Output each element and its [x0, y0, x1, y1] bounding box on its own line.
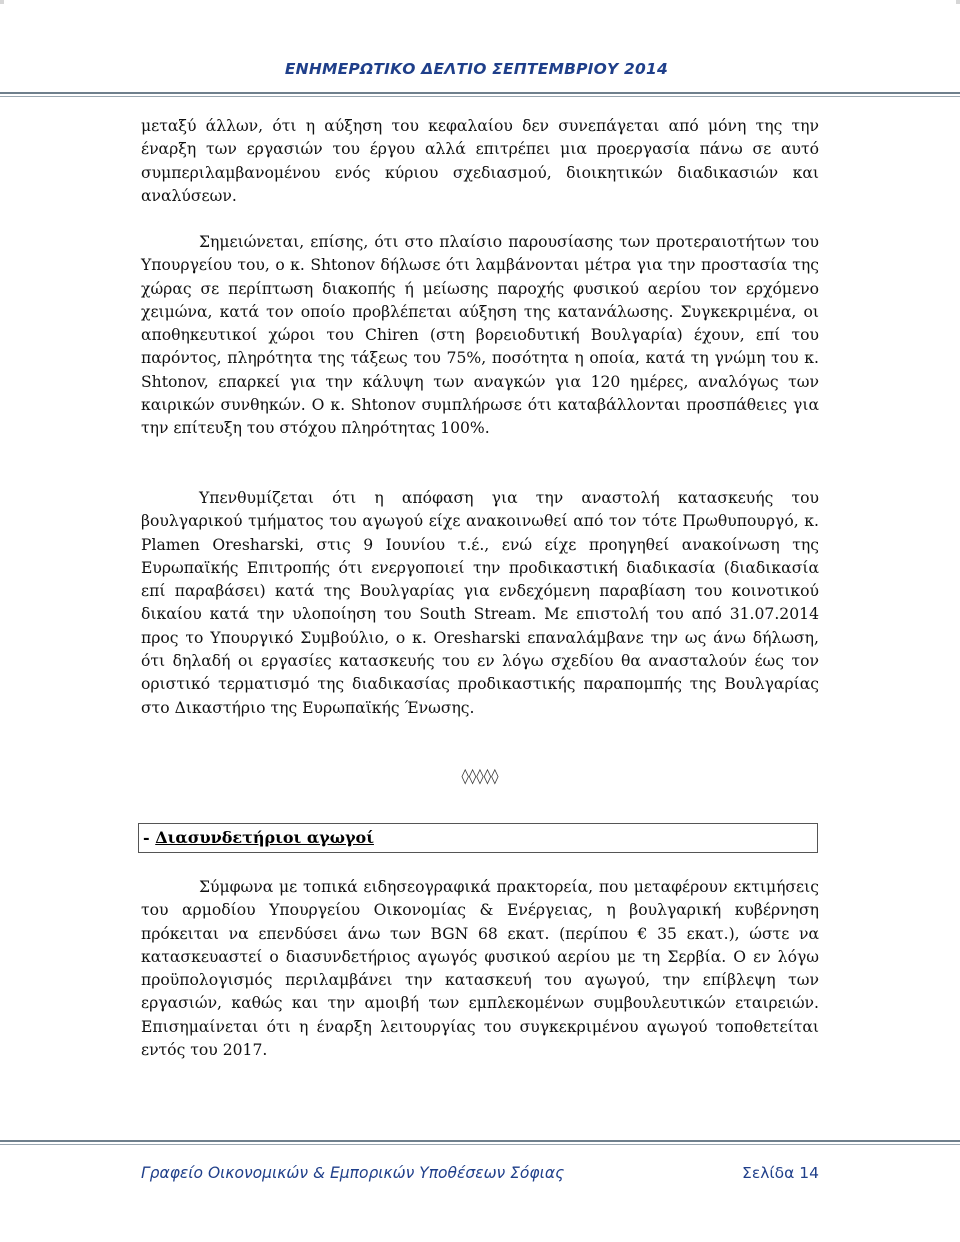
section-separator: ◊◊◊◊◊	[461, 767, 499, 785]
footer-page-number: Σελίδα 14	[742, 1164, 819, 1182]
body-paragraph: Υπενθυμίζεται ότι η απόφαση για την αναστολή κατασκευής του βουλγαρικού τμήματος του αγωγού είχε ανακοινωθεί από τον τότε Πρωθυπουργό, κ. Plamen Oresharski, στις 9 Ιουνίου τ.έ., ενώ είχε προηγηθεί ανακοίνωση της Ευρωπαϊκής Επιτροπής ότι ενεργοποιεί την προδικαστική διαδικασία (διαδικασία επί παραβάσει) κατά της Βουλγαρίας για ενδεχόμενη παραβίαση του κοινοτικού δικαίου κατά την υλοποίηση του South Stream. Με επιστολή του από 31.07.2014 προς το Υπουργικό Συμβούλιο, ο κ. Oresharski επαναλάμβανε την ως άνω δήλωση, ότι δηλαδή οι εργασίες κατασκευής του εν λόγω σχεδίου θα ανασταλούν έως τον οριστικό τερματισμό της διαδικασίας προδικαστικής παραπομπής της Βουλγαρίας στο Δικαστήριο της Ευρωπαϊκής Ένωσης.	[141, 489, 819, 717]
footer-rule-thin	[0, 1144, 960, 1145]
footer-office-name: Γραφείο Οικονομικών & Εμπορικών Υποθέσεων Σόφιας	[141, 1164, 565, 1182]
header-rule	[0, 92, 960, 94]
header-title: ΕΝΗΜΕΡΩΤΙΚΟ ΔΕΛΤΙΟ ΣΕΠΤΕΜΒΡΙΟΥ 2014	[284, 60, 668, 78]
body-paragraph: μεταξύ άλλων, ότι η αύξηση του κεφαλαίου δεν συνεπάγεται από μόνη της την έναρξη των εργασιών του έργου αλλά επιτρέπει μια προεργασία πάνω σε αυτό συμπεριλαμβανομένου ενός κύριου σχεδιασμού, διοικητικών διαδικασιών και αναλύσεων.	[141, 117, 819, 205]
section-heading-title: Διασυνδετήριοι αγωγοί	[155, 828, 374, 847]
footer-rule	[0, 1140, 960, 1142]
page-header	[0, 0, 960, 90]
body-paragraph: Σύμφωνα με τοπικά ειδησεογραφικά πρακτορεία, που μεταφέρουν εκτιμήσεις του αρμοδίου Υπουργείου Οικονομίας & Ενέργειας, η βουλγαρική κυβέρνηση πρόκειται να επενδύσει άνω των BGN 68 εκατ. (περίπου € 35 εκατ.), ώστε να κατασκευαστεί ο διασυνδετήριος αγωγός φυσικού αερίου με τη Σερβία. Ο εν λόγω προϋπολογισμός περιλαμβάνει την κατασκευή του αγωγού, την επίβλεψη των εργασιών, καθώς και την αμοιβή των εμπλεκομένων συμβουλευτικών εταιρειών. Επισημαίνεται ότι η έναρξη λειτουργίας του συγκεκριμένου αγωγού τοποθετείται εντός του 2017.	[141, 878, 819, 1060]
page-footer	[0, 1130, 960, 1242]
section-heading-box	[138, 823, 818, 853]
section-heading-dash: -	[143, 828, 156, 847]
header-rule-thin	[0, 96, 960, 97]
body-paragraph: Σημειώνεται, επίσης, ότι στο πλαίσιο παρουσίασης των προτεραιοτήτων του Υπουργείου του, ο κ. Shtonov δήλωσε ότι λαμβάνονται μέτρα για την προστασία της χώρας σε περίπτωση διακοπής ή μείωσης παροχής φυσικού αερίου τον ερχόμενο χειμώνα, κατά τον οποίο προβλέπεται αύξηση της κατανάλωσης. Συγκεκριμένα, οι αποθηκευτικοί χώροι του Chiren (στη βορειοδυτική Βουλγαρία) έχουν, επί του παρόντος, πληρότητα της τάξεως του 75%, ποσότητα η οποία, κατά τη γνώμη του κ. Shtonov, επαρκεί για την κάλυψη των αναγκών για 120 ημέρες, αναλόγως των καιρικών συνθηκών. Ο κ. Shtonov συμπλήρωσε ότι καταβάλλονται προσπάθειες για την επίτευξη του στόχου πληρότητας 100%.	[141, 233, 819, 438]
